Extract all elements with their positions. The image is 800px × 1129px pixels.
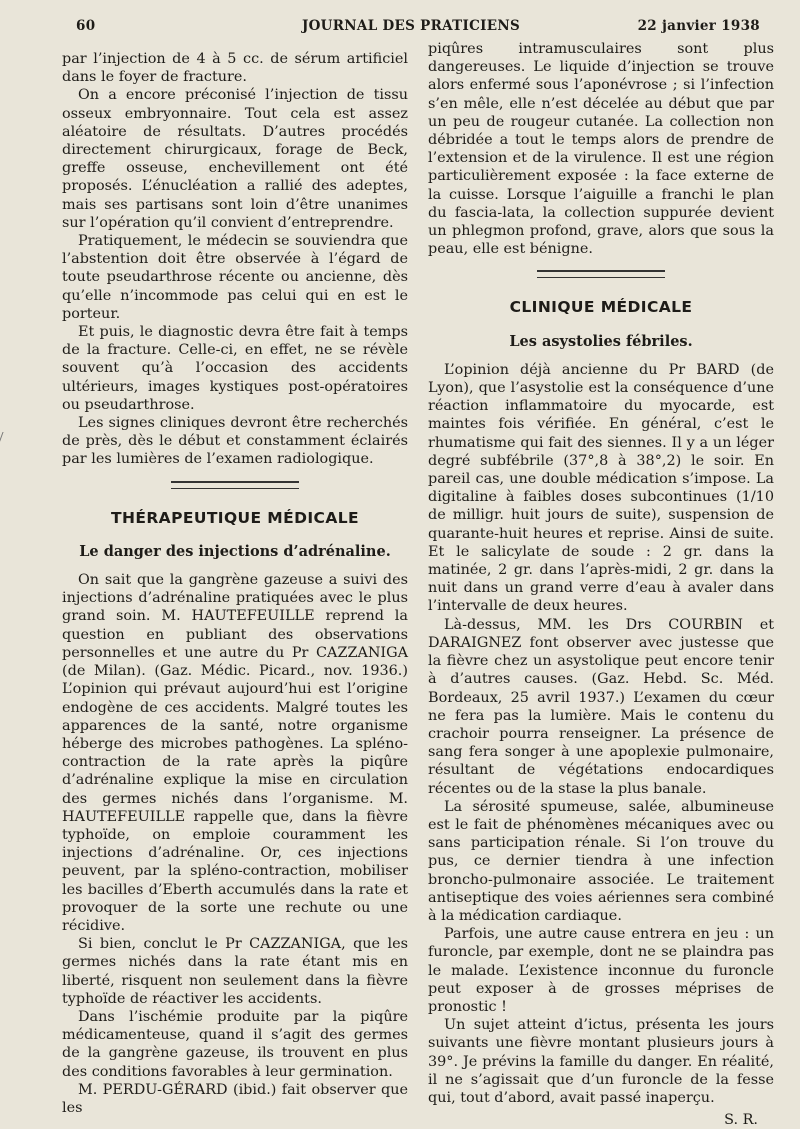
paragraph: par l’injection de 4 à 5 cc. de sérum artificiel dans le foyer de fracture.	[62, 51, 408, 86]
right-column	[428, 40, 774, 1129]
section-title: CLINIQUE MÉDICALE	[509, 298, 693, 317]
issue-date: 22 janvier 1938	[637, 18, 760, 34]
article-subtitle: Les asystolies fébriles.	[509, 332, 693, 350]
paragraph: piqûres intramusculaires sont plus dangereuses. Le liquide d’injection se trouve alors enfermé sous l’aponévrose ; si l’infection s’en mêle, elle n’est décelée au début que par un peu de rougeur cutanée. La collection non débridée a tout le temps alors de prendre de l’extension et de la virulence. Il est une région particulièrement exposée : la face externe de la cuisse. Lorsque l’aiguille a franchi le plan du fascia-lata, la collection suppurée devient un phlegmon profond, grave, alors que sous la peau, elle est bénigne.	[428, 41, 774, 258]
paragraph: Parfois, une autre cause entrera en jeu : un furoncle, par exemple, dont ne se plaindra pas le malade. L’existence inconnue du furoncle peut exposer à de grosses méprises de pronostic !	[428, 926, 774, 1015]
paragraph: M. PERDU-GÉRARD (ibid.) fait observer que les	[62, 1081, 408, 1116]
page-number: 60	[76, 18, 96, 34]
running-header	[62, 14, 760, 36]
author-signature: S. R.	[724, 1112, 758, 1129]
section-divider	[537, 270, 665, 278]
paragraph: La sérosité spumeuse, salée, albumineuse est le fait de phénomènes mécaniques avec ou sans participation rénale. Si l’on trouve du pus, ce dernier tiendra à une infection broncho-pulmonaire associée. Le traitement antiseptique des voies aériennes sera combiné à la médication cardiaque.	[428, 798, 774, 924]
article-subtitle: Le danger des injections d’adrénaline.	[79, 542, 391, 560]
paragraph: L’opinion déjà ancienne du Pr BARD (de Lyon), que l’asystolie est la conséquence d’une réaction inflammatoire du myocarde, est maintes fois vérifiée. En général, c’est le rhumatisme qui fait des siennes. Il y a un léger degré subfébrile (37°,8 à 38°,2) le soir. En pareil cas, une double médication s’impose. La digitaline à faibles doses subcontinues (1/10 de milligr. huit jours de suite), suspension de quarante-huit heures et reprise. Ainsi de suite. Et le salicylate de soude : 2 gr. dans la matinée, 2 gr. dans l’après-midi, 2 gr. dans la nuit dans un grand verre d’eau à avaler dans l’intervalle de deux heures.	[428, 361, 774, 615]
section-title: THÉRAPEUTIQUE MÉDICALE	[111, 508, 359, 527]
paragraph: On sait que la gangrène gazeuse a suivi des injections d’adrénaline pratiquées avec le plus grand soin. M. HAUTEFEUILLE reprend la question en publiant des observations personnelles et une autre du Pr CAZZANIGA (de Milan). (Gaz. Médic. Picard., nov. 1936.) L’opinion qui prévaut aujourd’hui est l’origine endogène de ces accidents. Malgré toutes les apparences de la santé, notre organisme héberge des microbes pathogènes. La spléno-contraction de la rate après la piqûre d’adrénaline explique la mise en circulation des germes nichés dans l’organisme. M. HAUTEFEUILLE rappelle que, dans la fièvre typhoïde, on emploie couramment les injections d’adrénaline. Or, ces injections peuvent, par la spléno-contraction, mobiliser les bacilles d’Eberth accumulés dans la rate et provoquer de la sorte une rechute ou une récidive.	[62, 572, 408, 934]
section-divider	[171, 481, 299, 489]
left-column	[62, 50, 408, 1117]
paragraph: Pratiquement, le médecin se souviendra que l’abstention doit être observée à l’égard de toute pseudarthrose récente ou ancienne, dès qu’elle n’incommode pas celui qui en est le porteur.	[62, 233, 408, 322]
paragraph: Là-dessus, MM. les Drs COURBIN et DARAIGNEZ font observer avec justesse que la fièvre chez un asystolique peut encore tenir à d’autres causes. (Gaz. Hebd. Sc. Méd. Bordeaux, 25 avril 1937.) L’examen du cœur ne fera pas la lumière. Mais le contenu du crachoir pourra renseigner. La présence de sang fera songer à une apoplexie pulmonaire, résultant de végétations endocardiques récentes ou de la stase la plus banale.	[428, 616, 774, 797]
margin-mark	[0, 432, 12, 446]
journal-title: JOURNAL DES PRATICIENS	[301, 18, 521, 34]
paragraph: Et puis, le diagnostic devra être fait à temps de la fracture. Celle-ci, en effet, ne se révèle souvent qu’à l’occasion des accidents ultérieurs, images kystiques post-opératoires ou pseudarthrose.	[62, 324, 408, 413]
paragraph: On a encore préconisé l’injection de tissu osseux embryonnaire. Tout cela est assez aléatoire de résultats. D’autres procédés directement chirurgicaux, forage de Beck, greffe osseuse, enchevillement ont été proposés. L’énucléation a rallié des adeptes, mais ses partisans sont loin d’être unanimes sur l’opération qu’il convient d’entreprendre.	[62, 87, 408, 231]
paragraph: Un sujet atteint d’ictus, présenta les jours suivants une fièvre montant plusieurs jours à 39°. Je prévins la famille du danger. En réalité, il ne s’agissait que d’un furoncle de la fesse qui, tout d’abord, avait passé inaperçu.	[428, 1017, 774, 1106]
paragraph: Si bien, conclut le Pr CAZZANIGA, que les germes nichés dans la rate étant mis en liberté, risquent non seulement dans la fièvre typhoïde de réactiver les accidents.	[62, 936, 408, 1007]
paragraph: Les signes cliniques devront être recherchés de près, dès le début et constamment éclairés par les lumières de l’examen radiologique.	[62, 415, 408, 468]
paragraph: Dans l’ischémie produite par la piqûre médicamenteuse, quand il s’agit des germes de la gangrène gazeuse, ils trouvent en plus des conditions favorables à leur germination.	[62, 1008, 408, 1080]
